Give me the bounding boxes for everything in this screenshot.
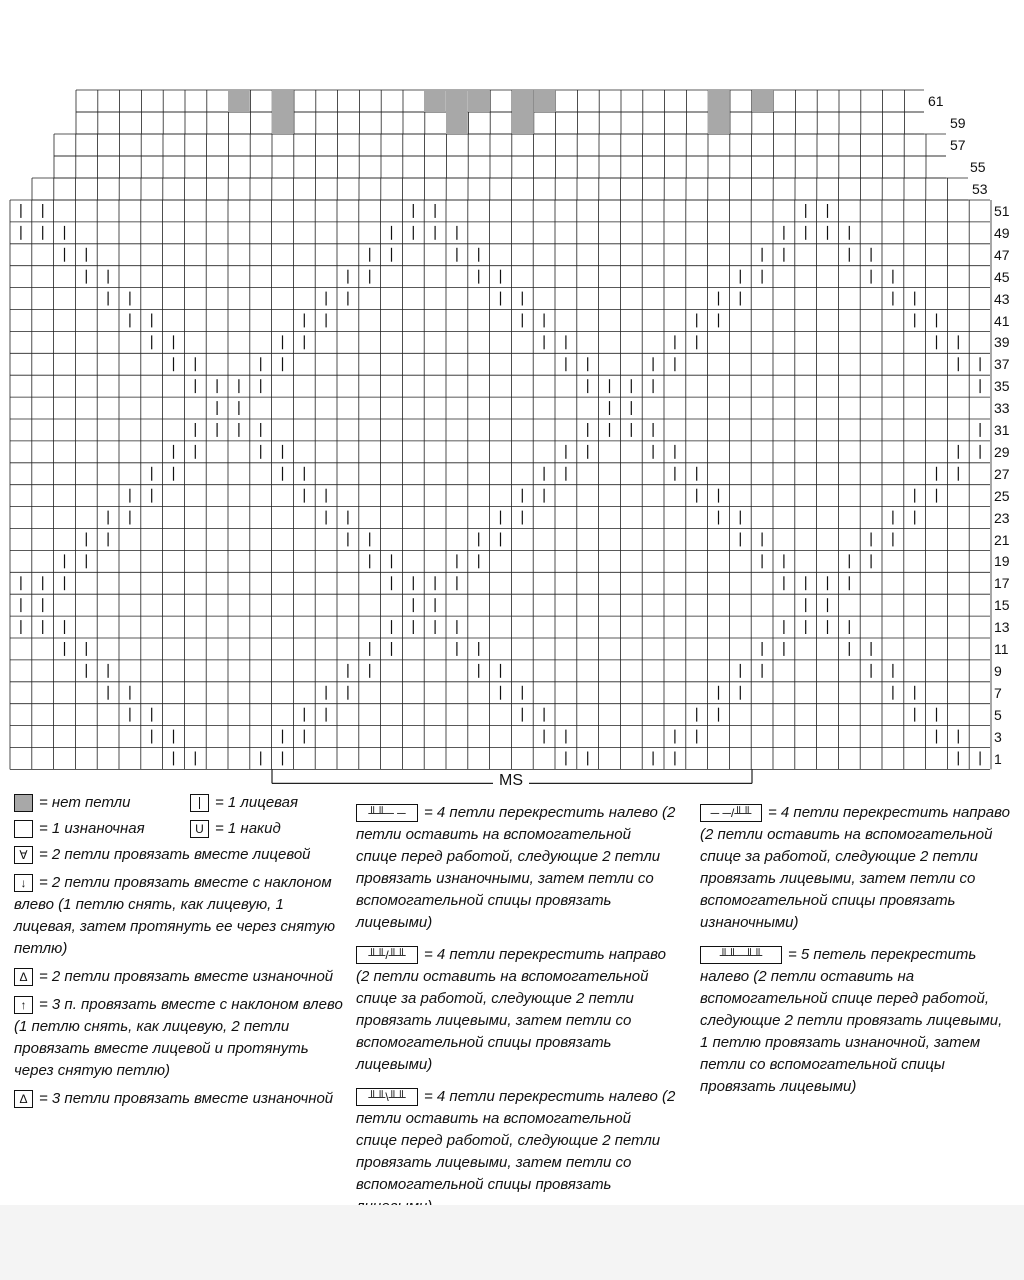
no-stitch-cell [512, 90, 534, 134]
row-number: 19 [994, 553, 1010, 570]
row-number: 13 [994, 619, 1010, 636]
no-stitch-cell [424, 90, 446, 112]
ssk-icon: ↓ [14, 874, 33, 892]
p3tog-icon: Δ [14, 1090, 33, 1108]
legend-item-no-stitch: = нет петли [14, 792, 130, 814]
legend-row-basic [14, 792, 344, 842]
legend-item-yarn-over: U = 1 накид [190, 818, 281, 840]
row-number: 59 [950, 115, 966, 131]
row-number: 53 [972, 181, 988, 197]
cable-4-right-purl-icon: ─ ─/╨╨ [700, 804, 762, 822]
legend-column-2 [356, 802, 676, 1218]
legend-item-ssk: ↓ = 2 петли провязать вместе с наклоном влево (1 петлю снять, как лицевую, 1 лицевая, затем протянуть ее через снятую петлю) [14, 874, 336, 957]
legend-item-p3tog: Δ = 3 петли провязать вместе изнаночной [14, 1088, 344, 1110]
p2tog-icon: Δ [14, 968, 33, 986]
row-number: 49 [994, 224, 1010, 241]
row-number: 41 [994, 312, 1010, 329]
no-stitch-cell [752, 90, 774, 112]
row-number: 5 [994, 706, 1002, 723]
top-margin [0, 0, 1024, 78]
k2tog-icon: ∀ [14, 846, 33, 864]
legend-item-sk2p: ↑ = 3 п. провязать вместе с наклоном влево (1 петлю снять, как лицевую, 2 петли провязать вместе лицевой и протянуть через снятую петлю) [14, 996, 343, 1079]
row-number: 45 [994, 268, 1010, 285]
row-number: 35 [994, 378, 1010, 395]
row-number: 25 [994, 487, 1010, 504]
legend-item-cable-4-left: ╨╨\╨╨ = 4 петли перекрестить налево (2 петли оставить на вспомогательной спице перед работой, следующие 2 петли провязать лицевыми, затем петли со вспомогательной спицы провязать [356, 1088, 676, 1193]
row-number: 43 [994, 290, 1010, 307]
legend-item-k2tog: ∀ = 2 петли провязать вместе лицевой [14, 844, 344, 866]
row-number: 51 [994, 203, 1010, 219]
row-number: 39 [994, 334, 1010, 351]
legend-column-1 [14, 792, 344, 1110]
row-number: 9 [994, 662, 1002, 679]
no-stitch-cell [468, 90, 490, 112]
row-number: 37 [994, 356, 1010, 373]
purl-icon [14, 820, 33, 838]
row-number: 7 [994, 684, 1002, 701]
cable-4-left-icon: ╨╨\╨╨ [356, 1088, 418, 1106]
knitting-chart [0, 80, 1024, 790]
row-number: 33 [994, 400, 1010, 417]
legend-item-cable-4-right-purl: ─ ─/╨╨ = 4 петли перекрестить направо (2 петли оставить на вспомогательной спице за работой, следующие 2 петли провязать лицевыми, затем петли со вспомогательной спицы провязать изнаночными) [700, 804, 1010, 931]
no-stitch-cell [708, 90, 730, 134]
row-number: 23 [994, 509, 1010, 526]
no-stitch-cell [228, 90, 250, 112]
legend-item-p2tog: Δ = 2 петли провязать вместе изнаночной [14, 966, 344, 988]
legend-item-cable-4-right: ╨╨/╨╨ = 4 петли перекрестить направо (2 петли оставить на вспомогательной спице за работой, следующие 2 петли провязать лицевыми, затем петли со вспомогательной спицы провязать лицевыми) [356, 946, 666, 1073]
cable-4-left-purl-icon: ╨╨─ ─ [356, 804, 418, 822]
row-number: 31 [994, 422, 1010, 438]
ms-repeat-label: MS [493, 772, 529, 790]
row-number: 11 [994, 641, 1009, 657]
legend-column-3 [700, 802, 1012, 1098]
row-number: 55 [970, 159, 986, 175]
no-stitch-icon [14, 794, 33, 812]
no-stitch-cell [446, 90, 468, 134]
row-number: 3 [994, 728, 1002, 745]
legend-item-cable-4-left-purl: ╨╨─ ─ = 4 петли перекрестить налево (2 петли оставить на вспомогательной спице перед работой, следующие 2 петли провязать изнаночными, затем петли со вспомогательной спицы провязать лицевыми) [356, 804, 676, 931]
row-number: 21 [994, 531, 1010, 548]
row-number: 17 [994, 575, 1010, 592]
row-number: 15 [994, 597, 1010, 614]
no-stitch-cell [534, 90, 556, 112]
bottom-margin [0, 1205, 1024, 1280]
row-number: 29 [994, 443, 1010, 460]
row-number: 57 [950, 137, 966, 153]
row-number: 27 [994, 465, 1010, 482]
knit-icon [190, 794, 209, 812]
legend-item-cable-5-left: ╨╨─╨╨ = 5 петель перекрестить налево (2 петли оставить на вспомогательной спице перед работой, следующие 2 петли провязать лицевыми, 1 петлю провязать изнаночной, затем петли со вспомогательной спицы провязать лицевыми) [700, 946, 1003, 1095]
legend-item-purl: = 1 изнаночная [14, 818, 145, 840]
yarn-over-icon: U [190, 820, 209, 838]
row-number: 47 [994, 246, 1010, 263]
cable-5-left-icon: ╨╨─╨╨ [700, 946, 782, 964]
legend-item-knit: = 1 лицевая [190, 792, 298, 814]
row-number: 61 [928, 93, 944, 109]
no-stitch-cell [272, 90, 294, 134]
row-number: 1 [994, 750, 1002, 767]
sk2p-icon: ↑ [14, 996, 33, 1014]
cable-4-right-icon: ╨╨/╨╨ [356, 946, 418, 964]
